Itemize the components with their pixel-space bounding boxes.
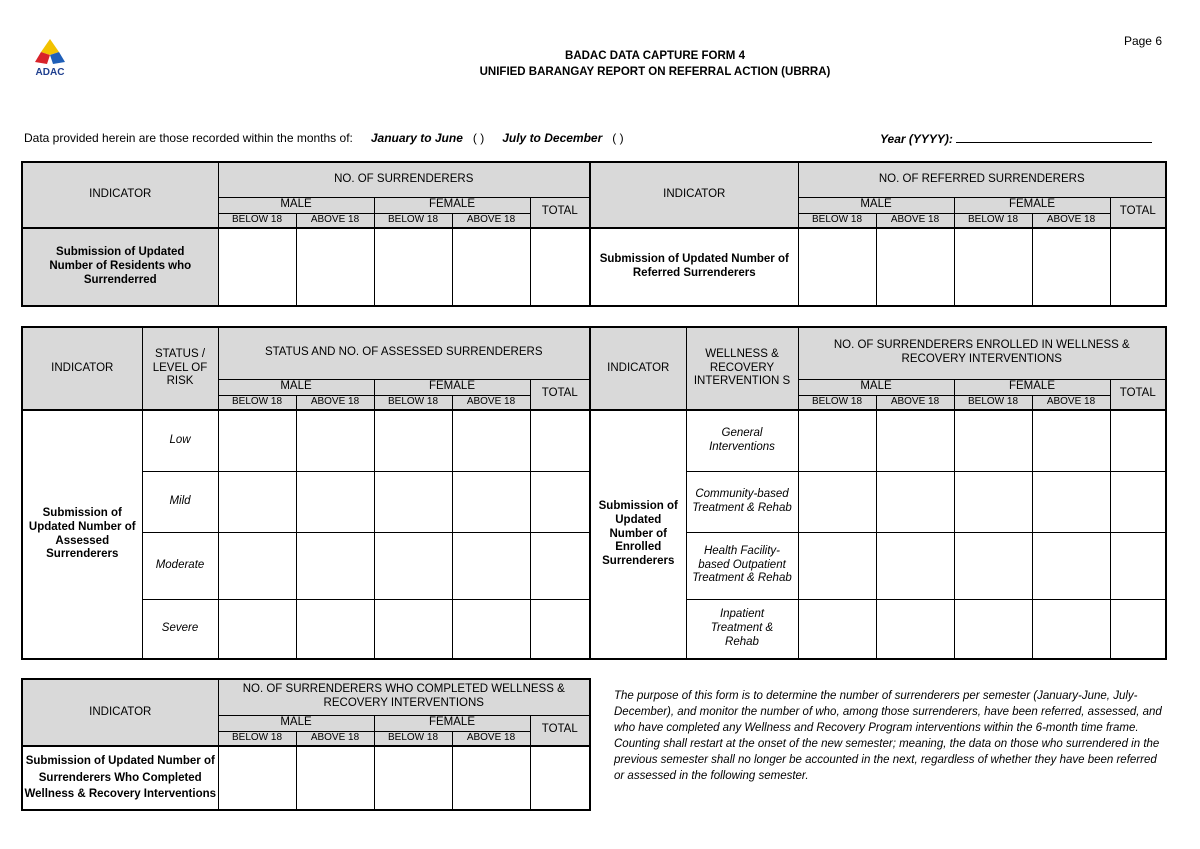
risk-level-moderate: Moderate bbox=[142, 532, 218, 599]
form-title: BADAC DATA CAPTURE FORM 4 bbox=[565, 50, 745, 62]
total-header: TOTAL bbox=[530, 715, 590, 746]
period-lead: Data provided herein are those recorded within the months of: bbox=[24, 131, 353, 145]
form-subtitle: UNIFIED BARANGAY REPORT ON REFERRAL ACTION (UBRRA) bbox=[479, 66, 831, 78]
input-cell[interactable] bbox=[218, 410, 296, 471]
above-18-header: ABOVE 18 bbox=[1032, 395, 1110, 410]
input-cell[interactable] bbox=[1032, 471, 1110, 532]
input-cell[interactable] bbox=[374, 746, 452, 810]
male-header: MALE bbox=[798, 197, 954, 213]
above-18-header: ABOVE 18 bbox=[876, 395, 954, 410]
enrolled-group-header: NO. OF SURRENDERERS ENROLLED IN WELLNESS & RECOVERY INTERVENTIONS bbox=[798, 327, 1166, 379]
below-18-header: BELOW 18 bbox=[374, 213, 452, 228]
risk-level-severe: Severe bbox=[142, 599, 218, 659]
surrenderers-referred-table bbox=[21, 161, 1167, 307]
input-cell[interactable] bbox=[954, 599, 1032, 659]
above-18-header: ABOVE 18 bbox=[452, 213, 530, 228]
below-18-header: BELOW 18 bbox=[218, 731, 296, 746]
input-cell[interactable] bbox=[218, 228, 296, 306]
below-18-header: BELOW 18 bbox=[374, 395, 452, 410]
indicator-header: INDICATOR bbox=[590, 327, 686, 410]
input-cell[interactable] bbox=[530, 471, 590, 532]
indicator-header: INDICATOR bbox=[590, 162, 798, 228]
residents-surrendered-indicator: Submission of Updated Number of Residents who Surrenderred bbox=[22, 228, 218, 306]
input-cell[interactable] bbox=[798, 599, 876, 659]
input-cell[interactable] bbox=[530, 746, 590, 810]
input-cell[interactable] bbox=[1032, 410, 1110, 471]
input-cell[interactable] bbox=[876, 471, 954, 532]
input-cell[interactable] bbox=[530, 532, 590, 599]
checkbox-july-december[interactable]: ( ) bbox=[612, 131, 624, 145]
above-18-header: ABOVE 18 bbox=[1032, 213, 1110, 228]
checkbox-january-june[interactable]: ( ) bbox=[472, 131, 485, 145]
input-cell[interactable] bbox=[296, 471, 374, 532]
female-header: FEMALE bbox=[374, 379, 530, 395]
completed-interventions-table bbox=[21, 678, 591, 811]
total-header: TOTAL bbox=[1110, 197, 1166, 228]
period-line bbox=[24, 131, 624, 145]
female-header: FEMALE bbox=[374, 197, 530, 213]
below-18-header: BELOW 18 bbox=[954, 395, 1032, 410]
above-18-header: ABOVE 18 bbox=[296, 213, 374, 228]
female-header: FEMALE bbox=[954, 197, 1110, 213]
intervention-general: General Interventions bbox=[686, 410, 798, 471]
input-cell[interactable] bbox=[876, 532, 954, 599]
wellness-recovery-header: WELLNESS & RECOVERY INTERVENTION S bbox=[686, 327, 798, 410]
page-number: Page 6 bbox=[1123, 34, 1162, 48]
input-cell[interactable] bbox=[954, 471, 1032, 532]
input-cell[interactable] bbox=[296, 410, 374, 471]
indicator-header: INDICATOR bbox=[22, 679, 218, 746]
input-cell[interactable] bbox=[1110, 599, 1166, 659]
input-cell[interactable] bbox=[1110, 532, 1166, 599]
input-cell[interactable] bbox=[1110, 410, 1166, 471]
female-header: FEMALE bbox=[374, 715, 530, 731]
input-cell[interactable] bbox=[218, 532, 296, 599]
input-cell[interactable] bbox=[452, 532, 530, 599]
input-cell[interactable] bbox=[530, 599, 590, 659]
above-18-header: ABOVE 18 bbox=[876, 213, 954, 228]
total-header: TOTAL bbox=[1110, 379, 1166, 410]
below-18-header: BELOW 18 bbox=[798, 213, 876, 228]
option-july-december: July to December bbox=[502, 131, 603, 145]
input-cell[interactable] bbox=[954, 228, 1032, 306]
input-cell[interactable] bbox=[530, 228, 590, 306]
input-cell[interactable] bbox=[374, 471, 452, 532]
male-header: MALE bbox=[218, 197, 374, 213]
input-cell[interactable] bbox=[296, 228, 374, 306]
above-18-header: ABOVE 18 bbox=[452, 395, 530, 410]
logo-text: ADAC bbox=[35, 67, 65, 78]
assessed-surrenderers-indicator: Submission of Updated Number of Assessed Surrenderers bbox=[22, 410, 142, 659]
year-label: Year (YYYY): bbox=[880, 132, 953, 146]
female-header: FEMALE bbox=[954, 379, 1110, 395]
input-cell[interactable] bbox=[296, 599, 374, 659]
below-18-header: BELOW 18 bbox=[798, 395, 876, 410]
input-cell[interactable] bbox=[1110, 228, 1166, 306]
total-header: TOTAL bbox=[530, 379, 590, 410]
input-cell[interactable] bbox=[452, 746, 530, 810]
input-cell[interactable] bbox=[374, 410, 452, 471]
completed-interventions-indicator: Submission of Updated Number of Surrenderers Who Completed Wellness & Recovery Interventions bbox=[22, 746, 218, 810]
input-cell[interactable] bbox=[1032, 532, 1110, 599]
referred-group-header: NO. OF REFERRED SURRENDERERS bbox=[798, 162, 1166, 197]
input-cell[interactable] bbox=[452, 471, 530, 532]
input-cell[interactable] bbox=[798, 532, 876, 599]
input-cell[interactable] bbox=[218, 471, 296, 532]
enrolled-surrenderers-indicator: Submission of Updated Number of Enrolled Surrenderers bbox=[590, 410, 686, 659]
assessed-enrolled-table bbox=[21, 326, 1167, 660]
below-18-header: BELOW 18 bbox=[374, 731, 452, 746]
below-18-header: BELOW 18 bbox=[954, 213, 1032, 228]
input-cell[interactable] bbox=[218, 746, 296, 810]
male-header: MALE bbox=[798, 379, 954, 395]
input-cell[interactable] bbox=[876, 599, 954, 659]
input-cell[interactable] bbox=[452, 410, 530, 471]
intervention-community-based: Community-based Treatment & Rehab bbox=[686, 471, 798, 532]
input-cell[interactable] bbox=[296, 532, 374, 599]
input-cell[interactable] bbox=[876, 410, 954, 471]
input-cell[interactable] bbox=[798, 471, 876, 532]
risk-level-low: Low bbox=[142, 410, 218, 471]
input-cell[interactable] bbox=[954, 410, 1032, 471]
input-cell[interactable] bbox=[876, 228, 954, 306]
referred-surrenderers-indicator: Submission of Updated Number of Referred Surrenderers bbox=[590, 228, 798, 306]
year-field bbox=[880, 131, 1152, 146]
male-header: MALE bbox=[218, 379, 374, 395]
intervention-inpatient: Inpatient Treatment & Rehab bbox=[686, 599, 798, 659]
completed-group-header: NO. OF SURRENDERERS WHO COMPLETED WELLNESS & RECOVERY INTERVENTIONS bbox=[218, 679, 590, 715]
input-cell[interactable] bbox=[374, 532, 452, 599]
surrenderers-group-header: NO. OF SURRENDERERS bbox=[218, 162, 590, 197]
above-18-header: ABOVE 18 bbox=[296, 731, 374, 746]
input-cell[interactable] bbox=[1110, 471, 1166, 532]
input-cell[interactable] bbox=[452, 228, 530, 306]
above-18-header: ABOVE 18 bbox=[452, 731, 530, 746]
indicator-header: INDICATOR bbox=[22, 162, 218, 228]
risk-level-mild: Mild bbox=[142, 471, 218, 532]
above-18-header: ABOVE 18 bbox=[296, 395, 374, 410]
assessed-group-header: STATUS AND NO. OF ASSESSED SURRENDERERS bbox=[218, 327, 590, 379]
male-header: MALE bbox=[218, 715, 374, 731]
input-cell[interactable] bbox=[1032, 228, 1110, 306]
input-cell[interactable] bbox=[798, 410, 876, 471]
input-cell[interactable] bbox=[374, 599, 452, 659]
below-18-header: BELOW 18 bbox=[218, 213, 296, 228]
status-risk-header: STATUS / LEVEL OF RISK bbox=[142, 327, 218, 410]
below-18-header: BELOW 18 bbox=[218, 395, 296, 410]
intervention-outpatient: Health Facility-based Outpatient Treatment & Rehab bbox=[686, 532, 798, 599]
input-cell[interactable] bbox=[296, 746, 374, 810]
option-january-june: January to June bbox=[370, 131, 463, 145]
year-input-line[interactable] bbox=[956, 131, 1152, 143]
input-cell[interactable] bbox=[374, 228, 452, 306]
input-cell[interactable] bbox=[798, 228, 876, 306]
input-cell[interactable] bbox=[530, 410, 590, 471]
purpose-note: The purpose of this form is to determine the number of surrenderers per semester (January-June, July-December), and monitor the number of who, among those surrenderers, have been referred, assessed, and who have completed any Wellness and Recovery Program interventions within the 6-month time frame. Counting shall restart at the onset of the new semester; meaning, the data on those who surrendered in the previous semester shall no longer be accounted in the next, regardless of whether they have been referred or assessed in the following semester. bbox=[614, 690, 1162, 782]
total-header: TOTAL bbox=[530, 197, 590, 228]
input-cell[interactable] bbox=[452, 599, 530, 659]
input-cell[interactable] bbox=[954, 532, 1032, 599]
input-cell[interactable] bbox=[218, 599, 296, 659]
input-cell[interactable] bbox=[1032, 599, 1110, 659]
indicator-header: INDICATOR bbox=[22, 327, 142, 410]
